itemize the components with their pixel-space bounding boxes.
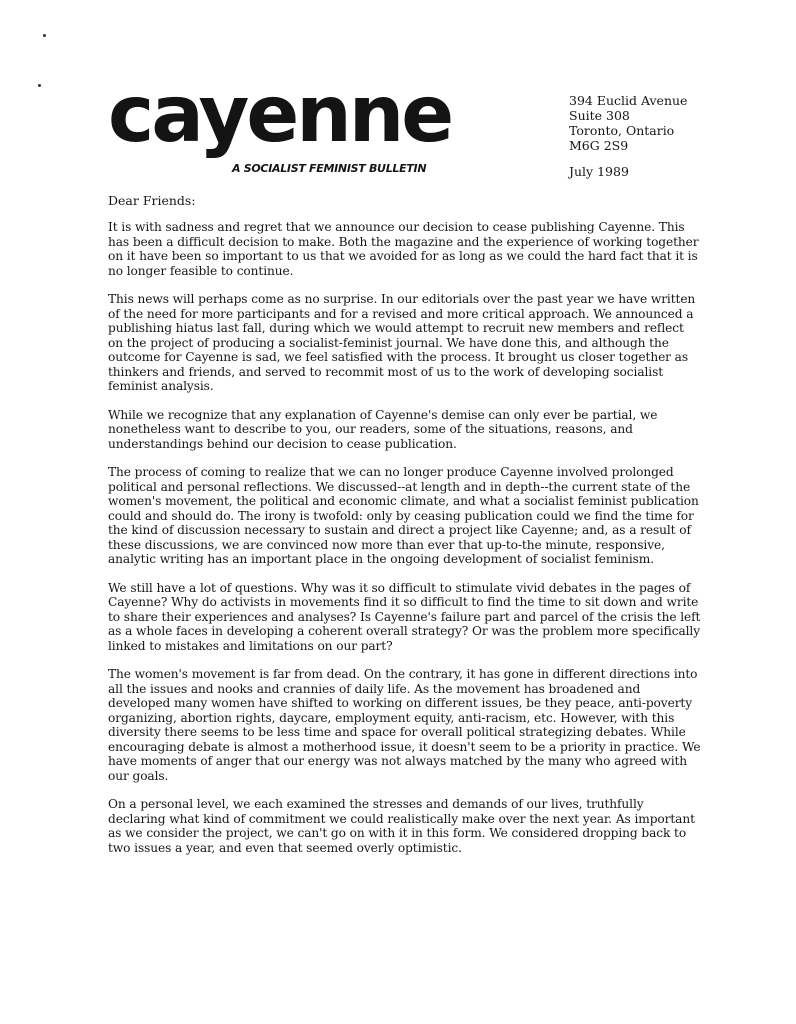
scan-speck (38, 84, 41, 87)
address-line: Suite 308 (569, 108, 630, 123)
paragraph: It is with sadness and regret that we announce our decision to cease publishing Cayenne. This has been a difficult decision to make. Both the magazine and the experience of working together on it have been so important to us that we avoided for as long as we could the hard fact that it is no longer feasible to continue. (108, 220, 699, 278)
paragraph: While we recognize that any explanation of Cayenne's demise can only ever be partial, we nonetheless want to describe to you, our readers, some of the situations, reasons, and understandings behind our decision to cease publication. (108, 407, 658, 451)
letter-body (108, 220, 702, 869)
mailing-address (569, 93, 687, 153)
paragraph: This news will perhaps come as no surprise. In our editorials over the past year we have written of the need for more participants and for a revised and more critical approach. We announced a publishing hiatus last fall, during which we would attempt to recruit new members and reflect on the project of producing a socialist-feminist journal. We have done this, and although the outcome for Cayenne is sad, we feel satisfied with the process. It brought us closer together as thinkers and friends, and served to recommit most of us to the work of developing socialist feminist analysis. (108, 292, 696, 393)
cayenne-logo (108, 70, 452, 175)
paragraph: We still have a lot of questions. Why was it so difficult to stimulate vivid debates in the pages of Cayenne? Why do activists in movements find it so difficult to find the time to sit down and write to share their experiences and analyses? Is Cayenne's failure part and parcel of the crisis the left as a whole faces in developing a coherent overall strategy? Or was the problem more specifically linked to mistakes and limitations on our part? (108, 580, 701, 653)
paragraph: The process of coming to realize that we can no longer produce Cayenne involved prolonged political and personal reflections. We discussed--at length and in depth--the current state of the women's movement, the political and economic climate, and what a socialist feminist publication could and should do. The irony is twofold: only by ceasing publication could we find the time for the kind of discussion necessary to sustain and direct a project like Cayenne; and, as a result of these discussions, we are convinced now more than ever that up-to-the minute, responsive, analytic writing has an important place in the ongoing development of socialist feminism. (108, 465, 699, 566)
scan-speck (43, 34, 46, 37)
address-line: 394 Euclid Avenue (569, 93, 688, 108)
salutation: Dear Friends: (108, 193, 196, 208)
paragraph: The women's movement is far from dead. On the contrary, it has gone in different directions into all the issues and nooks and crannies of daily life. As the movement has broadened and developed many women have shifted to working on different issues, be they peace, anti-poverty organizing, abortion rights, daycare, employment equity, anti-racism, etc. However, with this diversity there seems to be less time and space for overall political strategizing debates. While encouraging debate is almost a motherhood issue, it doesn't seem to be a priority in practice. We have moments of anger that our energy was not always matched by the many who agreed with our goals. (108, 667, 701, 783)
address-line: Toronto, Ontario (569, 123, 675, 138)
logo-tagline: A SOCIALIST FEMINIST BULLETIN (232, 162, 427, 175)
logo-wordmark: cayenne (108, 70, 452, 160)
paragraph: On a personal level, we each examined the stresses and demands of our lives, truthfully declaring what kind of commitment we could realistically make over the next year. As important as we consider the project, we can't go on with it in this form. We considered dropping back to two issues a year, and even that seemed overly optimistic. (108, 797, 695, 855)
letter-date: July 1989 (569, 164, 629, 179)
address-line: M6G 2S9 (569, 138, 629, 153)
